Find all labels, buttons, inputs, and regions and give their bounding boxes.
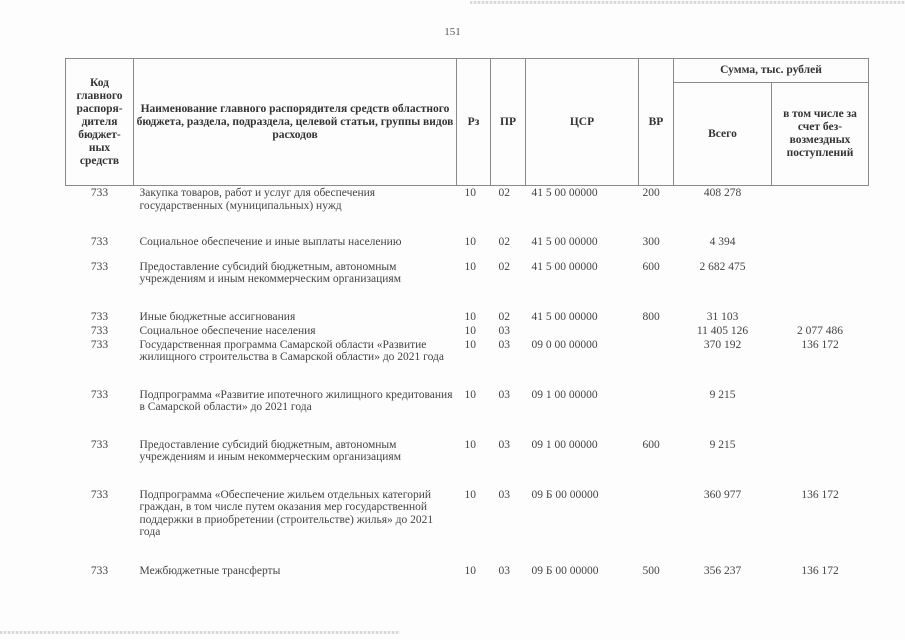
cell-code: 733 bbox=[90, 338, 109, 351]
cell-free bbox=[772, 236, 869, 261]
table-row bbox=[66, 489, 869, 565]
scan-edge-bottom bbox=[0, 631, 400, 634]
scan-edge-top bbox=[470, 1, 905, 4]
cell-total: 370 192 bbox=[703, 338, 742, 351]
cell-total: 31 103 bbox=[706, 310, 739, 323]
cell-vr: 500 bbox=[642, 564, 660, 577]
header-free: в том числе за счет без-возмездных поступлений bbox=[772, 83, 869, 186]
cell-csr: 09 1 00 00000 bbox=[531, 438, 598, 451]
cell-vr bbox=[639, 325, 674, 339]
cell-name: Предоставление субсидий бюджетным, автономным учреждениям и иным некоммерческим организациям bbox=[139, 260, 401, 285]
table-row bbox=[66, 339, 869, 389]
cell-code: 733 bbox=[90, 324, 109, 337]
table-row bbox=[66, 186, 869, 236]
table-row bbox=[66, 389, 869, 439]
cell-name: Государственная программа Самарской области «Развитие жилищного строительства в Самарской области» до 2021 года bbox=[139, 338, 444, 363]
cell-vr: 300 bbox=[642, 235, 660, 248]
header-vr: ВР bbox=[639, 59, 674, 186]
cell-vr: 600 bbox=[642, 260, 660, 273]
cell-pr: 02 bbox=[498, 260, 510, 273]
cell-free: 136 172 bbox=[801, 564, 839, 577]
cell-free bbox=[772, 311, 869, 325]
cell-rz: 10 bbox=[464, 260, 476, 273]
cell-name: Предоставление субсидий бюджетным, автономным учреждениям и иным некоммерческим организациям bbox=[139, 438, 401, 463]
cell-pr: 02 bbox=[498, 310, 510, 323]
cell-vr bbox=[639, 489, 674, 565]
cell-code: 733 bbox=[90, 187, 109, 199]
cell-free bbox=[772, 389, 869, 439]
cell-rz: 10 bbox=[464, 564, 476, 577]
cell-name: Иные бюджетные ассигнования bbox=[139, 310, 296, 323]
cell-name: Межбюджетные трансферты bbox=[139, 564, 281, 577]
cell-rz: 10 bbox=[464, 235, 476, 248]
cell-code: 733 bbox=[90, 310, 109, 323]
cell-rz: 10 bbox=[464, 438, 476, 451]
cell-name: Социальное обеспечение населения bbox=[139, 324, 316, 337]
cell-csr: 09 Б 00 00000 bbox=[531, 488, 599, 501]
cell-csr: 41 5 00 00000 bbox=[531, 235, 598, 248]
cell-total: 9 215 bbox=[709, 438, 736, 451]
cell-rz: 10 bbox=[464, 338, 476, 351]
cell-vr: 200 bbox=[642, 187, 660, 199]
cell-code: 733 bbox=[90, 564, 109, 577]
cell-name: Подпрограмма «Развитие ипотечного жилищного кредитования в Самарской области» до 2021 года bbox=[139, 388, 453, 413]
cell-csr: 41 5 00 00000 bbox=[531, 260, 598, 273]
cell-csr: 41 5 00 00000 bbox=[531, 310, 598, 323]
cell-rz: 10 bbox=[464, 310, 476, 323]
table-row bbox=[66, 325, 869, 339]
cell-vr bbox=[639, 339, 674, 389]
cell-free bbox=[772, 261, 869, 311]
cell-pr: 03 bbox=[498, 338, 510, 351]
cell-name: Закупка товаров, работ и услуг для обеспечения государственных (муниципальных) нужд bbox=[139, 187, 376, 212]
cell-code: 733 bbox=[90, 438, 109, 451]
table-row bbox=[66, 439, 869, 489]
page-number: 151 bbox=[444, 26, 461, 38]
cell-csr: 09 Б 00 00000 bbox=[531, 564, 599, 577]
table-row bbox=[66, 261, 869, 311]
cell-pr: 03 bbox=[498, 564, 510, 577]
cell-pr: 02 bbox=[498, 187, 510, 199]
cell-free: 136 172 bbox=[801, 488, 839, 501]
cell-csr: 09 0 00 00000 bbox=[531, 338, 598, 351]
cell-total: 4 394 bbox=[709, 235, 736, 248]
table-body bbox=[66, 186, 869, 583]
cell-pr: 03 bbox=[498, 324, 510, 337]
cell-total: 9 215 bbox=[709, 388, 736, 401]
cell-name: Подпрограмма «Обеспечение жильем отдельных категорий граждан, в том числе путем оказания мер государственной поддержки в приобретении (строительстве) жилья» до 2021 года bbox=[139, 488, 434, 538]
cell-csr: 09 1 00 00000 bbox=[531, 388, 598, 401]
table-row bbox=[66, 236, 869, 261]
cell-total: 11 405 126 bbox=[696, 324, 749, 337]
table-row bbox=[66, 565, 869, 583]
cell-rz: 10 bbox=[464, 488, 476, 501]
cell-vr bbox=[639, 389, 674, 439]
cell-rz: 10 bbox=[464, 388, 476, 401]
cell-total: 408 278 bbox=[703, 187, 742, 199]
cell-free bbox=[772, 439, 869, 489]
cell-rz: 10 bbox=[464, 187, 476, 199]
cell-free: 2 077 486 bbox=[797, 324, 843, 337]
table-row bbox=[66, 311, 869, 325]
header-name: Наименование главного распорядителя средств областного бюджета, раздела, подраздела, целевой статьи, группы видов расходов bbox=[134, 59, 457, 186]
header-sum-group: Сумма, тыс. рублей bbox=[674, 59, 869, 83]
cell-csr bbox=[526, 325, 639, 339]
cell-code: 733 bbox=[90, 388, 109, 401]
cell-total: 360 977 bbox=[703, 488, 742, 501]
cell-code: 733 bbox=[90, 260, 109, 273]
cell-code: 733 bbox=[90, 235, 109, 248]
cell-total: 356 237 bbox=[703, 564, 742, 577]
cell-vr: 600 bbox=[642, 438, 660, 451]
header-csr: ЦСР bbox=[526, 59, 639, 186]
cell-name: Социальное обеспечение и иные выплаты населению bbox=[139, 235, 402, 248]
cell-csr: 41 5 00 00000 bbox=[531, 187, 598, 199]
cell-pr: 02 bbox=[498, 235, 510, 248]
cell-rz: 10 bbox=[464, 324, 476, 337]
header-total: Всего bbox=[674, 83, 772, 186]
cell-free: 136 172 bbox=[801, 338, 839, 351]
cell-free bbox=[772, 186, 869, 236]
table-header bbox=[66, 59, 869, 186]
header-pr: ПР bbox=[491, 59, 526, 186]
cell-code: 733 bbox=[90, 488, 109, 501]
header-rz: Рз bbox=[457, 59, 491, 186]
cell-pr: 03 bbox=[498, 438, 510, 451]
cell-vr: 800 bbox=[642, 310, 660, 323]
cell-pr: 03 bbox=[498, 488, 510, 501]
budget-table bbox=[65, 58, 869, 583]
cell-total: 2 682 475 bbox=[699, 260, 746, 273]
header-code: Код главного распоря-дителя бюджет-ных средств bbox=[66, 59, 134, 186]
cell-pr: 03 bbox=[498, 388, 510, 401]
